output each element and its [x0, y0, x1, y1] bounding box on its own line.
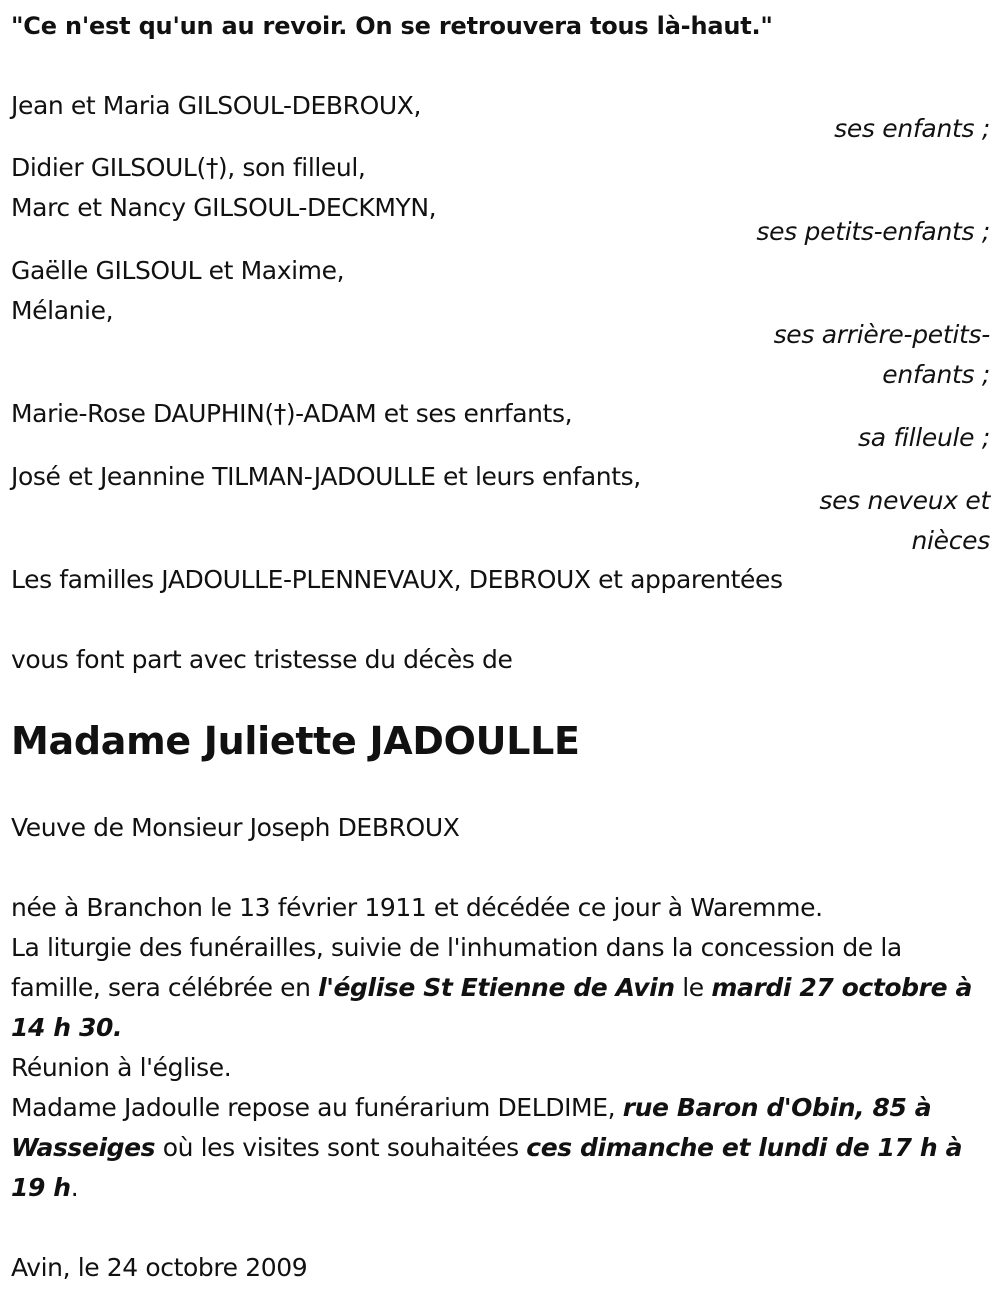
meeting-line: Réunion à l'église. — [11, 1053, 232, 1082]
family-line-relatives: Les familles JADOULLE-PLENNEVAUX, DEBROUX et apparentées — [11, 565, 783, 594]
visit-hours: ces dimanche et lundi de 17 h à 19 h — [11, 1133, 963, 1202]
relation-children: ses enfants ; — [834, 114, 990, 143]
relation-nephews-2: nièces — [911, 526, 990, 555]
widow-line: Veuve de Monsieur Joseph DEBROUX — [11, 813, 460, 842]
funerarium-text: Madame Jadoulle repose au funérarium DELDIME, — [11, 1093, 623, 1122]
place-date-line: Avin, le 24 octobre 2009 — [11, 1253, 308, 1282]
relation-great-grandchildren-2: enfants ; — [882, 360, 990, 389]
relation-grandchildren: ses petits-enfants ; — [756, 217, 990, 246]
church-name: l'église St Etienne de Avin — [318, 973, 675, 1002]
family-line-nephews: José et Jeannine TILMAN-JADOULLE et leurs enfants, — [11, 462, 641, 491]
liturgy-text-connector: le — [674, 973, 712, 1002]
relation-great-grandchildren-1: ses arrière-petits- — [773, 320, 990, 349]
birth-death-line: née à Branchon le 13 février 1911 et décédée ce jour à Waremme. — [11, 893, 823, 922]
liturgy-text: La liturgie des funérailles, suivie de l'inhumation dans la concession de la famille, sera célébrée en — [11, 933, 902, 1002]
liturgy-paragraph — [11, 928, 996, 1048]
family-line-great-grandchildren-1: Gaëlle GILSOUL et Maxime, — [11, 256, 345, 285]
family-line-grandchildren: Marc et Nancy GILSOUL-DECKMYN, — [11, 193, 437, 222]
relation-nephews-1: ses neveux et — [819, 486, 990, 515]
funerarium-address: rue Baron d'Obin, 85 à Wasseiges — [11, 1093, 932, 1162]
visits-end: . — [70, 1173, 79, 1202]
announcement-text: vous font part avec tristesse du décès de — [11, 645, 513, 674]
funeral-datetime: mardi 27 octobre à 14 h 30. — [11, 973, 972, 1042]
family-line-goddaughter: Marie-Rose DAUPHIN(†)-ADAM et ses enrfants, — [11, 399, 573, 428]
funerarium-paragraph — [11, 1088, 996, 1208]
family-line-children: Jean et Maria GILSOUL-DEBROUX, — [11, 91, 422, 120]
relation-goddaughter: sa filleule ; — [858, 423, 990, 452]
family-line-great-grandchildren-2: Mélanie, — [11, 296, 114, 325]
deceased-name: Madame Juliette JADOULLE — [11, 719, 580, 763]
epitaph-quote: "Ce n'est qu'un au revoir. On se retrouvera tous là-haut." — [11, 12, 773, 40]
visits-text: où les visites sont souhaitées — [155, 1133, 527, 1162]
family-line-godson: Didier GILSOUL(†), son filleul, — [11, 153, 366, 182]
